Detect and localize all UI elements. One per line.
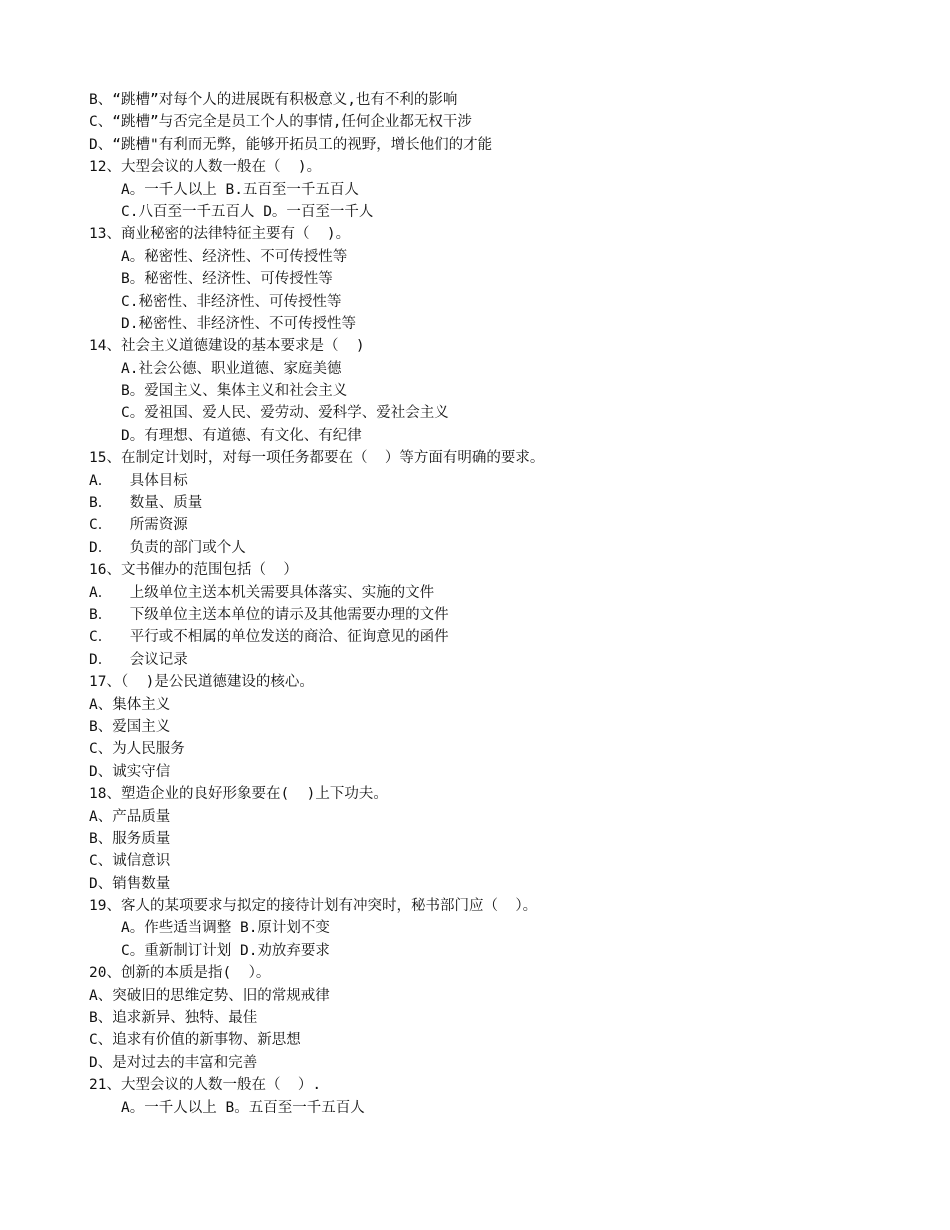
- text-line: A． 具体目标: [89, 472, 188, 489]
- answer-option-line: A。一千人以上 B。五百至一千五百人: [121, 1099, 365, 1116]
- answer-option-line: C.秘密性、非经济性、可传授性等: [121, 293, 342, 310]
- text-line: B、爱国主义: [89, 718, 171, 735]
- text-line: C、“跳槽”与否完全是员工个人的事情,任何企业都无权干涉: [89, 114, 472, 131]
- answer-option-line: C。重新制订计划 D.劝放弃要求: [121, 942, 330, 959]
- text-line: 21、大型会议的人数一般在（ ）.: [89, 1077, 322, 1094]
- text-line: 12、大型会议的人数一般在（ )。: [89, 159, 322, 176]
- text-line: 13、商业秘密的法律特征主要有（ )。: [89, 226, 351, 243]
- text-line: A、产品质量: [89, 808, 171, 825]
- text-line: 14、社会主义道德建设的基本要求是（ ): [89, 338, 365, 355]
- text-line: 15、在制定计划时，对每一项任务都要在（ ）等方面有明确的要求。: [89, 450, 545, 467]
- text-line: 20、创新的本质是指( ）。: [89, 965, 271, 982]
- answer-option-line: B。爱国主义、集体主义和社会主义: [121, 383, 348, 400]
- answer-option-line: C.八百至一千五百人 D。一百至一千人: [121, 203, 374, 220]
- text-line: B、追求新异、独特、最佳: [89, 1010, 258, 1027]
- text-line: A、突破旧的思维定势、旧的常规戒律: [89, 987, 330, 1004]
- answer-option-line: C。爱祖国、爱人民、爱劳动、爱科学、爱社会主义: [121, 405, 449, 422]
- text-line: D． 会议记录: [89, 651, 188, 668]
- answer-option-line: A。作些适当调整 B.原计划不变: [121, 920, 330, 937]
- text-line: C、诚信意识: [89, 853, 171, 870]
- answer-option-line: A。秘密性、经济性、不可传授性等: [121, 248, 348, 265]
- text-line: D、诚实守信: [89, 763, 171, 780]
- text-line: B、“跳槽”对每个人的进展既有积极意义,也有不利的影响: [89, 92, 458, 108]
- text-line: D． 负责的部门或个人: [89, 539, 246, 556]
- text-line: A、集体主义: [89, 696, 171, 713]
- text-line: 19、客人的某项要求与拟定的接待计划有冲突时，秘书部门应（ ）。: [89, 898, 538, 915]
- text-line: C、为人民服务: [89, 741, 185, 758]
- answer-option-line: A.社会公德、职业道德、家庭美德: [121, 360, 342, 377]
- text-line: D、是对过去的丰富和完善: [89, 1054, 258, 1071]
- text-line: B． 下级单位主送本单位的请示及其他需要办理的文件: [89, 606, 449, 623]
- text-line: 16、文书催办的范围包括（ ）: [89, 562, 298, 579]
- text-line: B． 数量、质量: [89, 495, 203, 512]
- text-line: 18、塑造企业的良好形象要在( )上下功夫。: [89, 786, 388, 803]
- text-line: C． 平行或不相属的单位发送的商洽、征询意见的函件: [89, 629, 449, 646]
- answer-option-line: D。有理想、有道德、有文化、有纪律: [121, 427, 362, 444]
- text-line: C． 所需资源: [89, 517, 188, 534]
- text-line: 17、（ )是公民道德建设的核心。: [89, 674, 314, 691]
- text-line: D、“跳槽"有利而无弊，能够开拓员工的视野，增长他们的才能: [89, 136, 493, 153]
- text-line: C、追求有价值的新事物、新思想: [89, 1032, 301, 1049]
- text-line: B、服务质量: [89, 830, 171, 847]
- answer-option-line: D.秘密性、非经济性、不可传授性等: [121, 315, 356, 332]
- answer-option-line: B。秘密性、经济性、可传授性等: [121, 271, 333, 288]
- text-line: D、销售数量: [89, 875, 171, 892]
- document-body: [89, 89, 889, 1119]
- answer-option-line: A。一千人以上 B.五百至一千五百人: [121, 181, 359, 198]
- text-line: A． 上级单位主送本机关需要具体落实、实施的文件: [89, 584, 435, 601]
